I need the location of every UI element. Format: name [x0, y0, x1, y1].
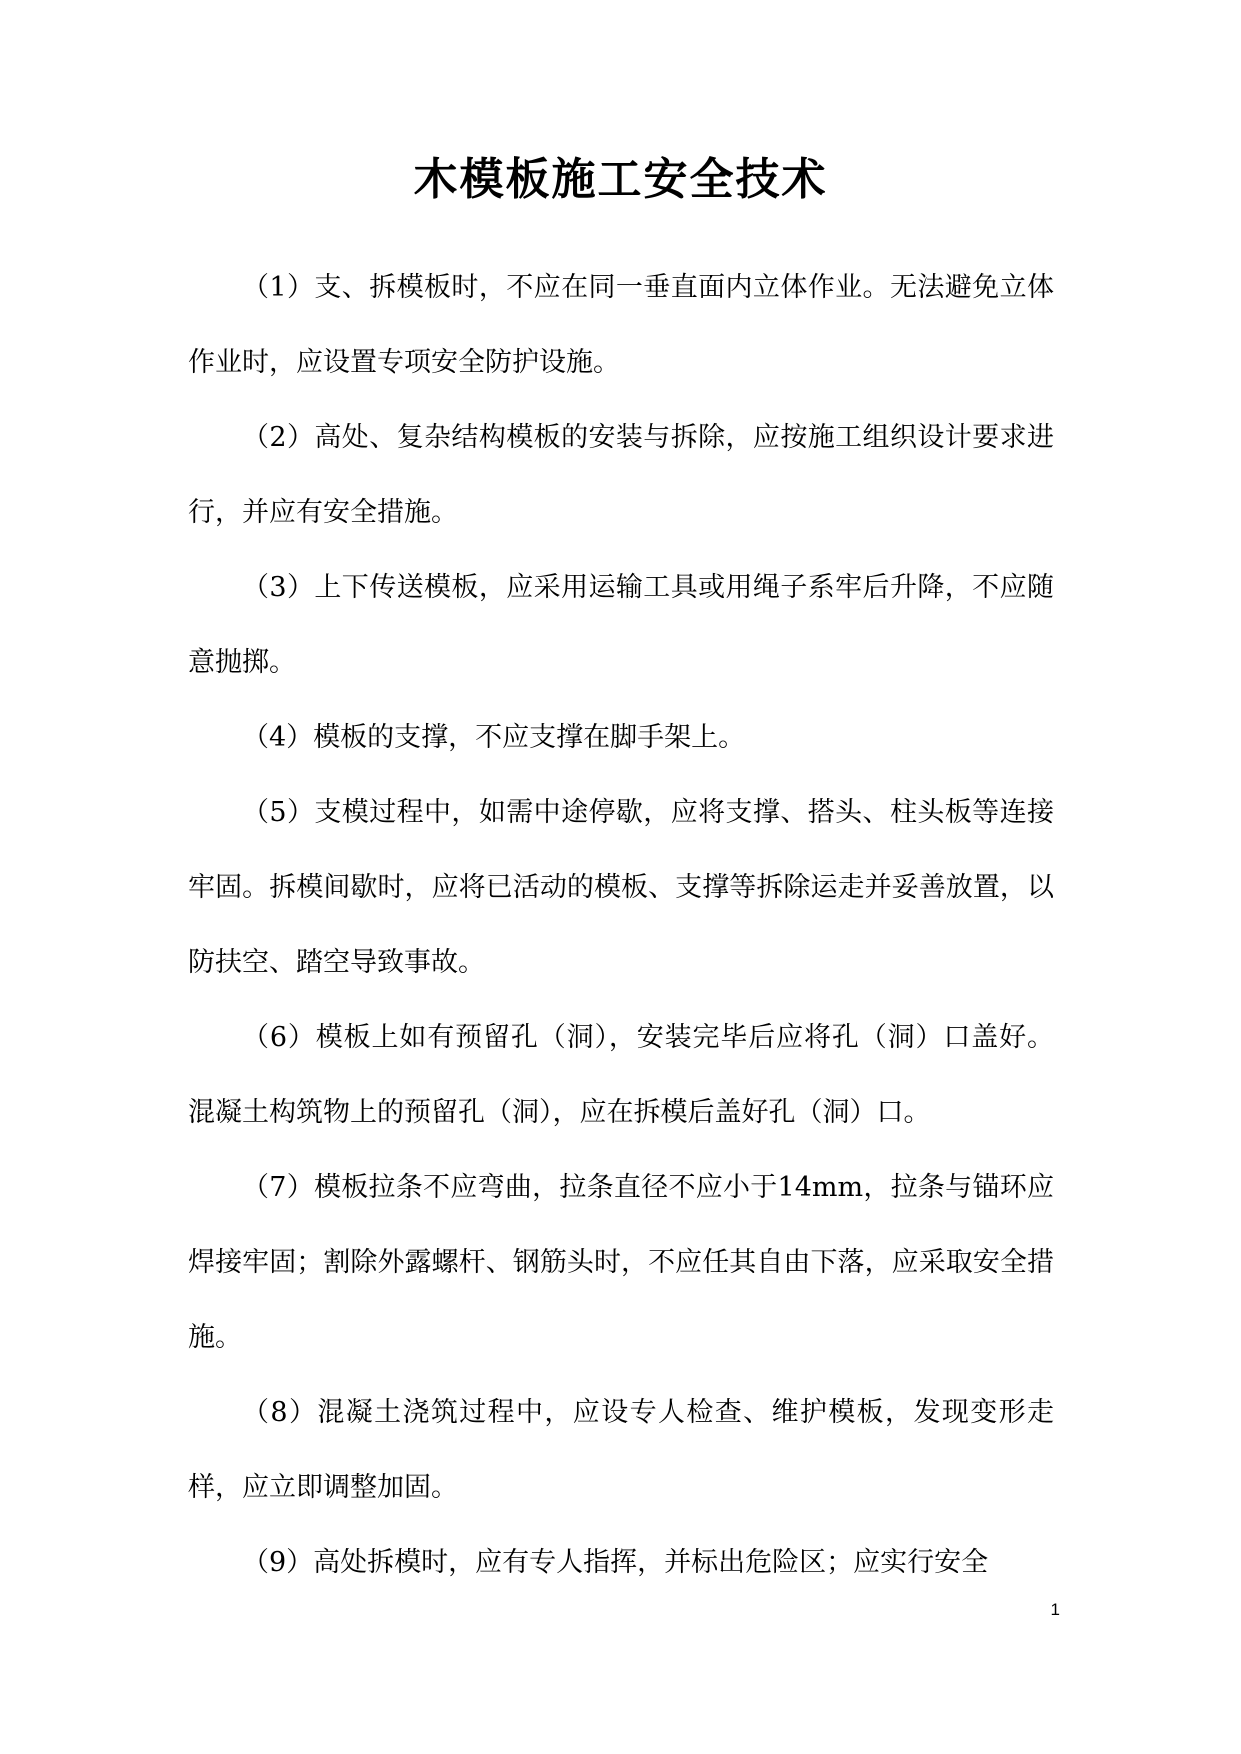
paragraph-7: （7）模板拉条不应弯曲，拉条直径不应小于14mm，拉条与锚环应焊接牢固；割除外露螺杆、钢筋头时，不应任其自由下落，应采取安全措施。 [188, 1172, 1054, 1353]
paragraph-4: （4）模板的支撑，不应支撑在脚手架上。 [242, 722, 746, 753]
paragraph-9: （9）高处拆模时，应有专人指挥，并标出危险区；应实行安全 [242, 1547, 989, 1578]
paragraph-1: （1）支、拆模板时，不应在同一垂直面内立体作业。无法避免立体作业时，应设置专项安全防护设施。 [188, 272, 1054, 378]
paragraph-3: （3）上下传送模板，应采用运输工具或用绳子系牢后升降，不应随意抛掷。 [188, 572, 1054, 678]
paragraph-5: （5）支模过程中，如需中途停歇，应将支撑、搭头、柱头板等连接牢固。拆模间歇时，应将已活动的模板、支撑等拆除运走并妥善放置，以防扶空、踏空导致事故。 [188, 797, 1054, 978]
document-title: 木模板施工安全技术 [413, 154, 828, 205]
document-body [188, 250, 1054, 1600]
paragraph-8: （8）混凝土浇筑过程中，应设专人检查、维护模板，发现变形走样，应立即调整加固。 [188, 1397, 1054, 1503]
page-number: 1 [1050, 1600, 1060, 1619]
paragraph-6: （6）模板上如有预留孔（洞），安装完毕后应将孔（洞）口盖好。混凝土构筑物上的预留孔（洞），应在拆模后盖好孔（洞）口。 [188, 1022, 1054, 1128]
paragraph-2: （2）高处、复杂结构模板的安装与拆除，应按施工组织设计要求进行，并应有安全措施。 [188, 422, 1054, 528]
